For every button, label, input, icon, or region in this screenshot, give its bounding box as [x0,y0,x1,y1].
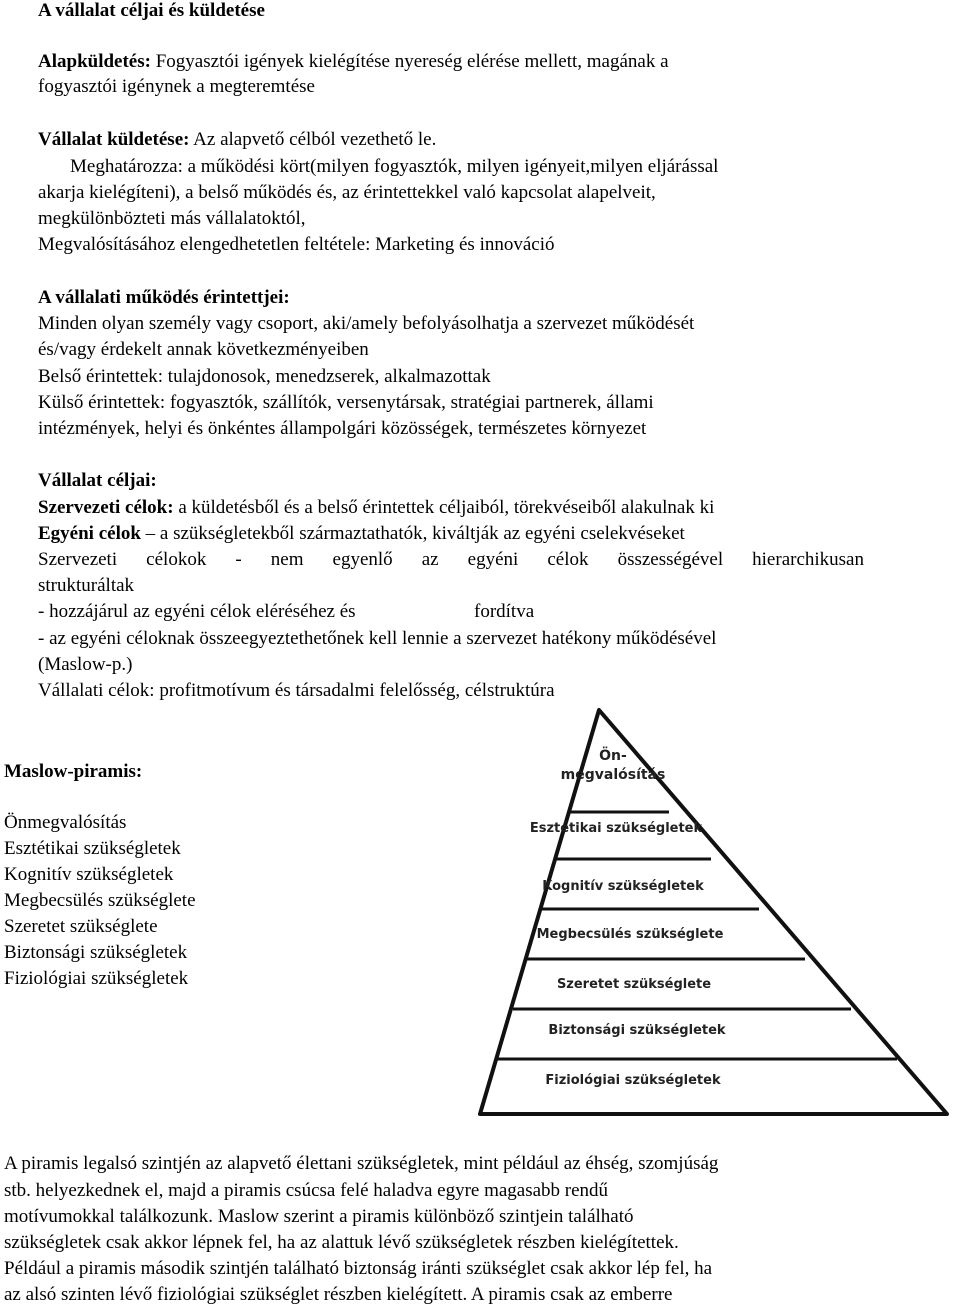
individual-goals-label: Egyéni célok [38,523,141,544]
goals-line-5a: - hozzájárul az egyéni célok eléréséhez és [38,601,356,622]
org-goals-text: a küldetésből és a belső érintettek céljaiból, törekvéseiből alakulnak ki [173,497,715,518]
goals-line-3: Szervezeti célokok - nem egyenlő az egyéni célok összességével hierarchikusan [38,549,864,570]
page-title: A vállalat céljai és küldetése [38,0,265,21]
footer-line-1: A piramis legalsó szintjén az alapvető élettani szükségletek, mint például az éhség, szomjúság [4,1153,719,1174]
footer-line-6: az alsó szinten lévő fiziológiai szükséglet részben kielégített. A piramis csak az emberre [4,1284,673,1305]
mission-detail-2: akarja kielégíteni), a belső működés és, az érintettekkel való kapcsolat alapelveit, [38,182,656,203]
pyramid-level-label: Szeretet szükséglete [556,977,712,992]
org-goals-line [38,497,714,519]
goals-line-5b: fordítva [474,601,535,622]
pyramid-level-label: Esztétikai szükségletek [529,821,703,836]
company-mission-label: Vállalat küldetése: [38,129,190,150]
footer-line-5: Például a piramis második szintjén található biztonság iránti szükséglet csak akkor lép fel, ha [4,1258,713,1279]
stakeholders-heading: A vállalati működés érintettjei: [38,287,290,308]
basic-mission-text: Fogyasztói igények kielégítése nyereség elérése mellett, magának a [150,51,669,72]
maslow-list-item: Biztonsági szükségletek [4,942,188,963]
goals-line-6: - az egyéni céloknak összeegyeztethetőnek kell lennie a szervezet hatékony működésével [38,628,717,649]
maslow-list-item: Esztétikai szükségletek [4,838,181,859]
basic-mission-label: Alapküldetés: [38,51,151,72]
basic-mission-line-2: fogyasztói igénynek a megteremtése [38,76,315,97]
company-mission-text: Az alapvető célból vezethető le. [189,129,437,150]
footer-line-2: stb. helyezkednek el, majd a piramis csúcsa felé haladva egyre magasabb rendű [4,1180,609,1201]
goals-line-4: strukturáltak [38,575,135,596]
individual-goals-text: – a szükségletekből származtathatók, kiváltják az egyéni cselekvéseket [140,523,685,544]
goals-heading: Vállalat céljai: [38,470,157,491]
pyramid-level-label: Biztonsági szükségletek [548,1023,726,1038]
internal-stakeholders: Belső érintettek: tulajdonosok, menedzserek, alkalmazottak [38,366,491,387]
stakeholders-line-1: Minden olyan személy vagy csoport, aki/amely befolyásolhatja a szervezet működését [38,313,695,334]
goals-line-8: Vállalati célok: profitmotívum és társadalmi felelősség, célstruktúra [38,680,555,701]
maslow-list-item: Önmegvalósítás [4,812,127,833]
footer-line-4: szükségletek csak akkor lépnek fel, ha az alattuk lévő szükségletek részben kielégítettek. [4,1232,679,1253]
mission-detail-1: Meghatározza: a működési kört(milyen fogyasztók, milyen igényeit,milyen eljárással [70,156,719,177]
maslow-pyramid-diagram [475,704,955,1124]
pyramid-outline [480,710,947,1114]
goals-line-7: (Maslow-p.) [38,654,133,675]
footer-line-3: motívumokkal találkozunk. Maslow szerint a piramis különböző szintjein található [4,1206,634,1227]
maslow-heading: Maslow-piramis: [4,761,143,782]
pyramid-apex-line-2: megvalósítás [560,767,666,783]
company-mission-line [38,129,436,151]
maslow-list-item: Kognitív szükségletek [4,864,174,885]
pyramid-level-label: Kognitív szükségletek [542,879,704,894]
external-stakeholders-2: intézmények, helyi és önkéntes állampolgári közösségek, természetes környezet [38,418,647,439]
stakeholders-line-2: és/vagy érdekelt annak következményeiben [38,339,369,360]
maslow-list-item: Fiziológiai szükségletek [4,968,189,989]
mission-detail-4: Megvalósításához elengedhetetlen feltétele: Marketing és innováció [38,234,555,255]
individual-goals-line [38,523,685,545]
pyramid-level-label: Megbecsülés szükséglete [536,927,724,942]
maslow-list-item: Szeretet szükséglete [4,916,158,937]
maslow-list-item: Megbecsülés szükséglete [4,890,196,911]
pyramid-level-label: Fiziológiai szükségletek [545,1073,721,1088]
basic-mission-line-1 [38,51,669,73]
mission-detail-3: megkülönbözteti más vállalatoktól, [38,208,306,229]
org-goals-label: Szervezeti célok: [38,497,174,518]
pyramid-apex-line-1: Ön- [599,748,627,764]
external-stakeholders-1: Külső érintettek: fogyasztók, szállítók, versenytársak, stratégiai partnerek, állami [38,392,654,413]
